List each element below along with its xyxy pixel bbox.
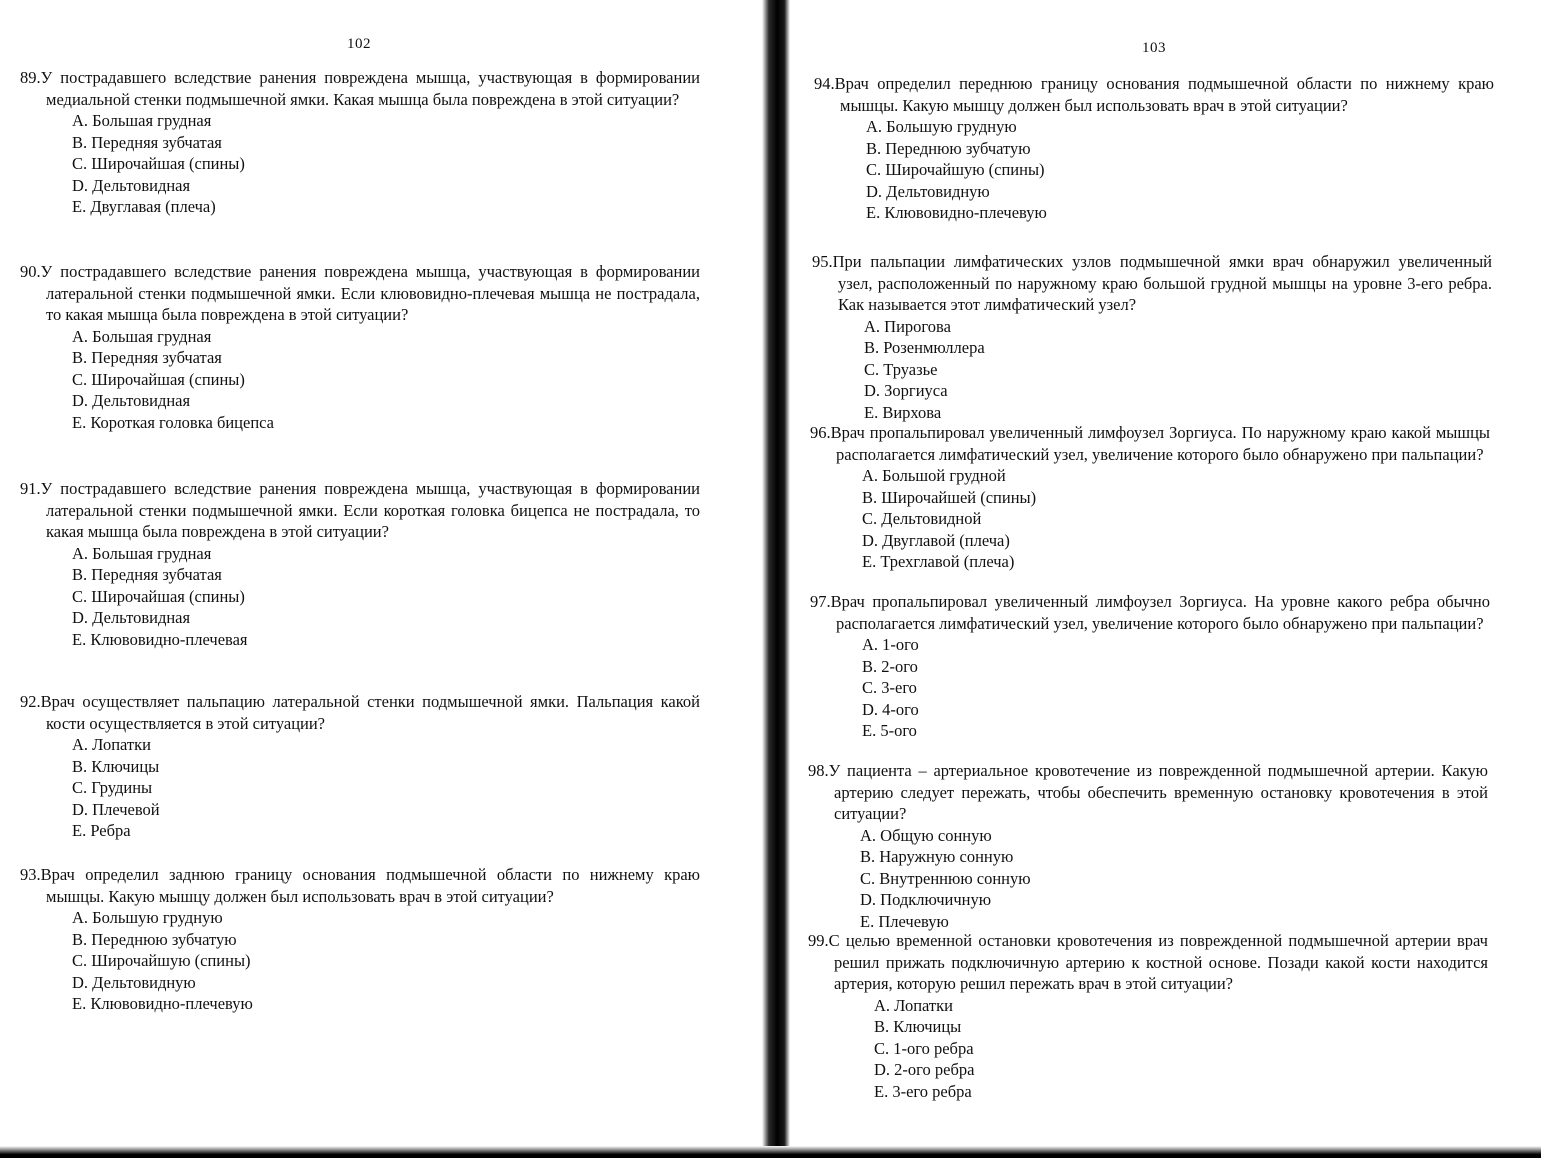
answer-options <box>20 110 700 218</box>
option-e: Е. Короткая головка бицепса <box>72 412 274 432</box>
option-c: С. Дельтовидной <box>862 509 982 528</box>
question-91 <box>20 478 700 650</box>
answer-options <box>814 116 1494 224</box>
option-d: D. 4-ого <box>862 699 919 719</box>
question-94 <box>814 73 1494 224</box>
question-text: 94.Врач определил переднюю границу основания подмышечной области по нижнему краю мышцы. Какую мышцу должен был использовать врач в этой ситуации? <box>814 74 1494 115</box>
option-d: D. Подключичную <box>860 890 992 909</box>
option-a: А. 1-ого <box>862 635 919 654</box>
answer-options <box>20 326 700 434</box>
question-93 <box>20 864 700 1015</box>
option-d: D. Дельтовидную <box>72 972 196 992</box>
question-96 <box>810 422 1490 573</box>
question-text: 90.У пострадавшего вследствие ранения повреждена мышца, участвующая в формировании латеральной стенки подмышечной ямки. Если клювовидно-плечевая мышца не пострадала, то какая мышца была повреждена в этой ситуации? <box>20 262 700 324</box>
answer-options <box>20 907 700 1015</box>
option-b: В. Переднюю зубчатую <box>866 138 1031 158</box>
option-e: Е. Клювовидно-плечевая <box>72 629 248 649</box>
left-page <box>0 0 760 1158</box>
question-text: 99.С целью временной остановки кровотечения из поврежденной подмышечной артерии врач решил прижать подключичную артерию к костной основе. Позади какой кости находится артерия, которую решил пережать врач в этой ситуации? <box>808 931 1488 993</box>
option-a: А. Большую грудную <box>866 117 1017 136</box>
option-e: Е. Клювовидно-плечевую <box>72 994 253 1013</box>
question-text: 98.У пациента – артериальное кровотечение из поврежденной подмышечной артерии. Какую артерию следует пережать, чтобы обеспечить временную остановку кровотечения в этой ситуации? <box>808 761 1488 823</box>
question-90 <box>20 261 700 433</box>
option-d: D. Зоргиуса <box>864 381 948 400</box>
right-page <box>790 0 1541 1158</box>
option-b: В. Переднюю зубчатую <box>72 929 237 949</box>
option-d: D. Дельтовидная <box>72 391 191 410</box>
scan-bottom-edge <box>0 1146 1541 1158</box>
option-e: Е. Трехглавой (плеча) <box>862 552 1015 571</box>
question-97 <box>810 591 1490 742</box>
option-c: С. 1-ого ребра <box>874 1038 974 1058</box>
question-text: 89.У пострадавшего вследствие ранения повреждена мышца, участвующая в формировании медиальной стенки подмышечной ямки. Какая мышца была повреждена в этой ситуации? <box>20 68 700 109</box>
option-c: С. Широчайшая (спины) <box>72 154 245 173</box>
option-e: Е. Ребра <box>72 821 131 840</box>
option-d: D. Двуглавой (плеча) <box>862 530 1010 550</box>
answer-options <box>808 825 1488 933</box>
option-d: D. Дельтовидную <box>866 181 990 201</box>
option-e: Е. Двуглавая (плеча) <box>72 197 216 216</box>
answer-options <box>810 634 1490 742</box>
option-b: В. Ключицы <box>72 756 160 776</box>
question-98 <box>808 760 1488 932</box>
option-d: D. Дельтовидная <box>72 175 191 195</box>
question-99 <box>808 930 1488 1102</box>
option-c: С. Широчайшая (спины) <box>72 369 245 389</box>
option-b: В. 2-ого <box>862 656 918 676</box>
option-e: Е. Вирхова <box>864 402 942 422</box>
option-e: Е. Плечевую <box>860 911 949 931</box>
question-text: 96.Врач пропальпировал увеличенный лимфоузел Зоргиуса. По наружному краю какой мышцы располагается лимфатический узел, увеличение которого было обнаружено при пальпации? <box>810 423 1490 464</box>
option-a: А. Большая грудная <box>72 111 212 130</box>
option-b: В. Ключицы <box>874 1017 962 1036</box>
option-b: В. Широчайшей (спины) <box>862 487 1037 507</box>
question-text: 92.Врач осуществляет пальпацию латеральной стенки подмышечной ямки. Пальпация какой кости осуществляется в этой ситуации? <box>20 692 700 733</box>
option-a: А. Лопатки <box>72 735 151 754</box>
option-a: А. Большая грудная <box>72 326 212 346</box>
question-text: 97.Врач пропальпировал увеличенный лимфоузел Зоргиуса. На уровне какого ребра обычно располагается лимфатический узел, увеличение которого было обнаружено при пальпации? <box>810 592 1490 633</box>
book-spine <box>762 0 790 1158</box>
page-number: 102 <box>347 36 371 52</box>
option-c: С. Широчайшую (спины) <box>72 951 251 970</box>
answer-options <box>20 734 700 842</box>
option-a: А. Общую сонную <box>860 825 992 845</box>
page-number: 103 <box>1142 40 1166 56</box>
option-a: А. Большую грудную <box>72 908 223 927</box>
option-c: С. Широчайшая (спины) <box>72 586 245 606</box>
question-text: 95.При пальпации лимфатических узлов подмышечной ямки врач обнаружил увеличенный узел, расположенный по наружному краю большой грудной мышцы на уровне 3-его ребра. Как называется этот лимфатический узел? <box>812 252 1492 314</box>
question-95 <box>812 251 1492 423</box>
option-e: Е. Клювовидно-плечевую <box>866 203 1047 222</box>
option-c: С. Внутреннюю сонную <box>860 868 1031 888</box>
option-b: В. Передняя зубчатая <box>72 565 222 584</box>
option-c: С. Труазье <box>864 359 938 379</box>
option-b: В. Наружную сонную <box>860 847 1014 866</box>
option-a: А. Большая грудная <box>72 543 212 563</box>
question-92 <box>20 691 700 842</box>
question-89 <box>20 67 700 218</box>
option-d: D. Дельтовидная <box>72 608 191 627</box>
answer-options <box>808 995 1488 1103</box>
question-text: 93.Врач определил заднюю границу основания подмышечной области по нижнему краю мышцы. Какую мышцу должен был использовать врач в этой ситуации? <box>20 865 700 906</box>
option-e: Е. 5-ого <box>862 721 917 740</box>
option-c: С. 3-его <box>862 678 917 697</box>
option-a: А. Лопатки <box>874 995 953 1015</box>
option-d: D. Плечевой <box>72 799 160 819</box>
option-b: В. Передняя зубчатая <box>72 348 222 367</box>
option-e: Е. 3-его ребра <box>874 1081 972 1101</box>
answer-options <box>812 316 1492 424</box>
option-d: D. 2-ого ребра <box>874 1060 975 1079</box>
option-b: В. Передняя зубчатая <box>72 132 222 152</box>
option-a: А. Большой грудной <box>862 466 1006 485</box>
answer-options <box>810 465 1490 573</box>
option-c: С. Грудины <box>72 778 153 797</box>
option-a: А. Пирогова <box>864 316 951 336</box>
question-text: 91.У пострадавшего вследствие ранения повреждена мышца, участвующая в формировании латеральной стенки подмышечной ямки. Если короткая головка бицепса не пострадала, то какая мышца была повреждена в этой ситуации? <box>20 479 700 541</box>
option-c: С. Широчайшую (спины) <box>866 160 1045 179</box>
answer-options <box>20 543 700 651</box>
option-b: В. Розенмюллера <box>864 338 985 357</box>
